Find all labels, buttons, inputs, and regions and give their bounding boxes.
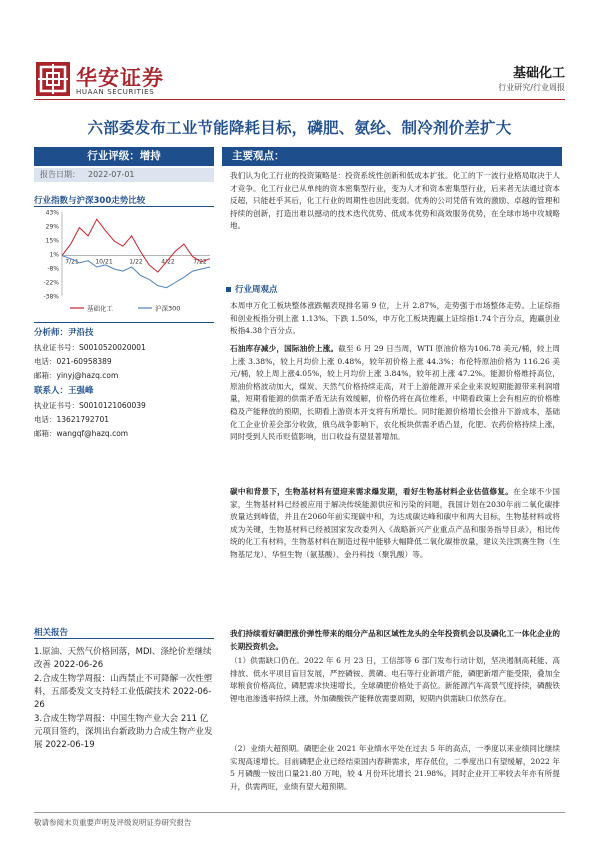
company-logo <box>36 62 186 98</box>
y-tick-label: -22% <box>43 279 59 287</box>
footer-disclaimer: 敬请参阅末页重要声明及评级说明证券研究报告 <box>34 818 192 827</box>
chart-title-divider <box>34 206 214 207</box>
y-tick-label: 43% <box>45 209 59 217</box>
report-date: 2022-07-01 <box>88 170 135 179</box>
related-report-item[interactable]: 1.原油、天然气价格回落，MDI、涤纶价差继续改善 2022-06-26 <box>34 647 212 670</box>
phosphate-thesis: 我们持续看好磷肥涨价弹性带来的细分产品和区域性龙头的全年投资机会以及磷化工一体化企业的长期投资机会。 <box>230 629 560 651</box>
logo-text-cn: 华安证券 <box>76 65 164 90</box>
index-comparison-chart <box>34 208 214 318</box>
bullet-icon <box>226 287 231 292</box>
header-divider <box>34 99 565 100</box>
contact-name: 联系人：王强峰 <box>34 386 94 396</box>
contact-email[interactable]: 邮箱：wangqf@hazq.com <box>34 429 129 438</box>
logo-text-en: HUAAN SECURITIES <box>76 88 155 96</box>
footer-divider <box>34 812 565 813</box>
chart-section-title: 行业指数与沪深300走势比较 <box>34 196 146 206</box>
earnings-paragraph: （2）业绩大超预期。磷肥企业 2021 年业绩水平处在过去 5 年的高点，一季度以来业绩同比继续实现高速增长。目前磷肥企业已经结束国内春耕需求，库存低位，二季度出口有望缓解，2022 年 5 月磷酸一铵出口量21.80 万吨，较 4 月份环比增长 21.98%。同时企业开工率较去年亦有所提升，供需两旺，业绩有望大超预期。 <box>230 744 560 791</box>
related-reports-title: 相关报告 <box>34 628 69 638</box>
logo-mark-icon <box>36 62 70 96</box>
industry-rating: 行业评级：增持 <box>34 147 214 166</box>
analyst-phone: 电话：021-60958389 <box>34 357 112 366</box>
x-tick-label: 7/21 <box>65 258 79 266</box>
related-divider <box>34 638 214 639</box>
y-tick-label: -38% <box>43 293 59 301</box>
oil-price-lead: 石油库存减少，国际油价上涨。 <box>230 344 339 353</box>
y-tick-label: 1% <box>49 251 59 259</box>
weekly-view-heading <box>226 283 278 295</box>
x-tick-label: 4/22 <box>161 258 175 266</box>
analyst-divider-top <box>34 322 214 323</box>
x-tick-label: 1/22 <box>129 258 143 266</box>
y-tick-label: -8% <box>47 265 59 273</box>
market-performance-paragraph: 本周申万化工板块整体涨跌幅表现排名第 9 位，上升 2.87%，走势强于市场整体走势。上证综指和创业板指分别上涨 1.13%、下跌 1.50%，申万化工板块跑赢上证综指1.74个百分点，跑赢创业板指4.38个百分点。 <box>230 301 560 336</box>
strategy-paragraph: 我们认为化工行业的投资策略是：投资系统性创新和低成本扩张。化工的下一波行业格局取决于人才竞争。化工行业已从单纯的资本密集型行业，变为人才和资本密集型行业，后来者无法通过资本反超，只能赶乎其后，化工行业的周期性也因此变弱。优秀的公司凭借有效的激励、卓越的管理和持续的创新，打造出难以撼动的技术迭代优势、低成本优势和高效服务优势，在全球市场中攻城略地。 <box>230 171 560 231</box>
oil-price-paragraph <box>230 343 560 444</box>
report-type: 行业研究/行业周报 <box>498 83 565 92</box>
weekly-view-label: 行业周观点 <box>235 285 278 295</box>
y-tick-label: 15% <box>45 237 59 245</box>
report-date-row <box>34 168 214 182</box>
y-tick-label: 29% <box>45 223 59 231</box>
supply-gap-paragraph: （1）供需缺口仍在。2022 年 6 月 23 日，工信部等 6 部门发布行动计划，坚决遏制高耗能、高排放、低水平项目盲目发展，严控磷铵、黄磷、电石等行业新增产能，磷肥新增产能受限，叠加全球粮食价格高位，磷肥需求快速增长，全球磷肥价格处于高位。新能源汽车高景气度持续，磷酸铁锂电池渗透率持续上涨，外加磷酸铁产能释放需要周期，短期内供需缺口依然存在。 <box>230 656 560 703</box>
report-date-label: 报告日期： <box>40 170 80 179</box>
legend-label: 基础化工 <box>87 304 113 313</box>
related-report-item[interactable]: 2.合成生物学周报：山西禁止不可降解一次性塑料，五部委发文支持轻工业低碳技术 2022-06-26 <box>34 674 213 710</box>
main-view-header: 主要观点： <box>222 147 562 166</box>
analyst-name: 分析师：尹沿技 <box>34 328 94 338</box>
related-reports-list <box>34 646 214 753</box>
oil-price-body: 截至 6 月 29 日当周，WTI 原油价格为106.78 美元/桶，较上周上涨 3.38%，较上月均价上涨 0.48%，较年初价格上涨 44.3%；布伦特原油价格为 116.26 美元/桶，较上周上涨4.05%，较上月均价上涨 3.84%，较年初上涨 47.2%。能源价格维持高位，原油价格波动加大，煤炭、天然气价格持续走高，对于上游能源开采企业来说短期能源带来利润增量，短期看能源的供需矛盾无法有效缓解，价格仍将在高位维系，中期看政策上会有相应的价格维稳及产能释放的预期，长期看上游资本开支将有所增长。同时能源价格增长会推升下游成本，基础化工企业价差会部分收敛，俄乌战争影响下，农化板块供需矛盾凸显，化肥、农药价格持续上涨，同时受到人民币贬值影响，出口收益有望显著增加。 <box>230 344 560 442</box>
report-title: 六部委发布工业节能降耗目标，磷肥、氨纶、制冷剂价差扩大 <box>87 118 512 137</box>
x-tick-label: 10/21 <box>95 258 113 266</box>
bio-material-body: 在全球不少国家，生物基材料已经被应用于解决传统能源供应和污染的问题，我国计划在2030年前二氧化碳排放量达到峰值，并且在2060年前实现碳中和，为达成碳达峰和碳中和两大目标，生物基材料或将成为关键，生物基材料已经被国家发改委列入《战略新兴产业重点产品和服务指导目录》，相比传统的化工有材料，生物基材料在制造过程中能够大幅降低二氧化碳排放量，建议关注凯赛生物（生物基尼龙）、华恒生物（氨基酸）、金丹科技（聚乳酸）等。 <box>230 487 561 559</box>
x-tick-label: 7/22 <box>193 258 207 266</box>
bio-material-paragraph <box>230 486 560 562</box>
contact-phone: 电话：13621792701 <box>34 415 109 424</box>
analyst-reg-no: 执业证书号：S0010520020001 <box>34 343 146 352</box>
legend-label: 沪深300 <box>155 304 181 313</box>
contact-reg-no: 执业证书号：S0010121060039 <box>34 401 146 410</box>
related-report-item[interactable]: 3.合成生物学周报：中国生物产业大会 211 亿元项目签约，深圳出台新政助力合成生物产业发展 2022-06-19 <box>34 714 213 750</box>
bio-material-lead: 碳中和背景下，生物基材料有望迎来需求爆发期，看好生物基材料企业估值修复。 <box>230 487 514 496</box>
industry-title: 基础化工 <box>512 66 565 81</box>
analyst-email[interactable]: 邮箱：yinyj@hazq.com <box>34 371 119 380</box>
